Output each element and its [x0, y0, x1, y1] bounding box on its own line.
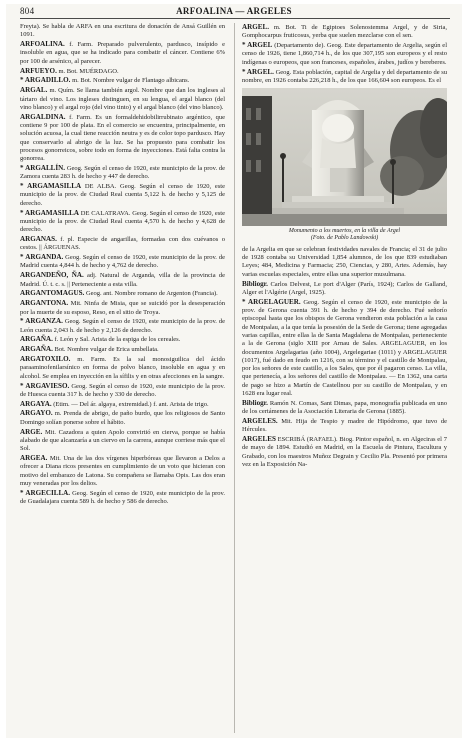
- entry-text: (Departamento de). Geog. Este departamento de Argelia, según el censo de 1926, tiene 1,860,714 h., de los que 307,195 son europeos y el resto indígenas o europeos, que son franceses, españoles, árabes, judíos y bereberes.: [242, 42, 447, 66]
- entry-text: f. pl. Especie de angarillas, formadas con dos cuévanos o cestos. || ÁRGUENAS.: [20, 236, 225, 252]
- entry-text: m. Prenda de abrigo, de paño burdo, que los religiosos de Santo Domingo solían ponerse sobre el hábito.: [20, 410, 225, 426]
- dictionary-entry: [20, 489, 225, 507]
- dictionary-entry: [20, 335, 225, 344]
- entry-text: Ramón N. Comas, Sant Dimas, papa, monografía publicada en uno de los certámenes de la Asociación Literaria de Gerona (1885).: [242, 399, 447, 416]
- entry-text: Geog. Según el censo de 1920, este municipio de la prov. de Guadalajara cuenta 589 h. de hecho y 586 de derecho.: [20, 489, 225, 506]
- right-column-bottom: [242, 246, 447, 470]
- dictionary-entry: [242, 417, 447, 435]
- dictionary-entry: [20, 317, 225, 335]
- dictionary-entry: [20, 40, 225, 66]
- dictionary-entry: [242, 23, 447, 41]
- entry-text: Geog. Según el censo de 1920, este municipio de la prov. de León cuenta 2,043 h. de hecho y 2,126 de derecho.: [20, 318, 225, 334]
- page: [6, 4, 462, 738]
- entry-headword: * ARGELAGUER.: [242, 297, 301, 306]
- entry-text: m. Farm. Es la sal monosiguilica del ácido paraaminofenilarsínico en forma de polvo blanco, insoluble en agua y en alcohol. Se emplea en inyección en la sífilis y en otras afecciones en la sangre.: [20, 356, 225, 380]
- entry-text: Geog. Según el censo de 1920, este municipio de la prov. de Madrid cuenta 4,844 h. de hecho y 4,762 de derecho.: [20, 254, 225, 270]
- entry-text: Bot. Nombre vulgar de Erica umbellata.: [52, 346, 159, 354]
- photo-caption-line-2: (Foto. de Pablo Landowski): [310, 235, 379, 242]
- dictionary-entry: [242, 41, 447, 67]
- entry-text: Freyta). Se habla de ARFA en una escritura de donación de Ansá Guillén en 1091.: [20, 23, 225, 39]
- entry-headword: ARGANTOMAGUS.: [20, 289, 85, 298]
- entry-text: f. León y Sal. Arista de la espiga de los cereales.: [52, 336, 181, 344]
- dictionary-entry: [242, 280, 447, 298]
- header-rule: [20, 18, 450, 19]
- photo-caption-line-1: Monumento a los muertos, en la villa de Argel: [288, 228, 401, 235]
- entry-text: Mit. Cazadora a quien Apolo convirtió en cierva, porque se había alabado de que alcanzaría a un ciervo en la carrera, aunque corriese más que el Sol.: [20, 428, 225, 453]
- dictionary-entry: [20, 355, 225, 381]
- entry-headword: * ARGECILLA.: [20, 488, 71, 497]
- page-header: [6, 4, 462, 24]
- dictionary-entry: [20, 86, 225, 112]
- entry-text: f. Farm. Preparado pulverulento, pardusco, insípido e insoluble en agua, que se ha indicado para combatir el cáncer. Contiene 6% por 100 de arsénico, al parecer.: [20, 41, 225, 65]
- monument-photo: [242, 88, 447, 226]
- entry-headword: Bibliogr.: [242, 398, 268, 407]
- entry-headword: ARGAÑA.: [20, 345, 53, 354]
- entry-headword: * ARGEL.: [242, 67, 274, 76]
- page-number: 804: [20, 6, 35, 16]
- dictionary-entry: [242, 298, 447, 399]
- entry-headword: * ARGANDA.: [20, 253, 64, 262]
- dictionary-entry: [20, 235, 225, 253]
- dictionary-entry: [20, 345, 225, 354]
- right-column-top: [242, 23, 447, 85]
- entry-headword: * ARGAMASILLA: [20, 182, 82, 191]
- entry-headword: * ARGEL: [242, 41, 273, 50]
- dictionary-entry: [20, 209, 225, 235]
- entry-headword: ARGALDINA.: [20, 112, 66, 121]
- entry-text: Carlos Delvest, Le port d'Alger (París, 1924); Carlos de Galland, Alger et l'Algérie (Argel, 1925).: [242, 280, 447, 296]
- dictionary-entry: [20, 253, 225, 271]
- entry-text: ESCRIBÁ (RAFAEL). Biog. Pintor español, n. en Algeciras el 7 de mayo de 1894. Estudió en Madrid, en la Escuela de Pintura, Escultura y Grabado, con los maestros Muñoz Degrain y Cecilio Pla. Presentó por primera vez en la Exposición Na-: [242, 436, 447, 469]
- entry-text: m. Quím. Se llama también argol. Nombre que dan los ingleses al tártaro del vino. Los ingleses distinguen, en su lengua, el argal blanco (del vino blanco) y el argal rojo (del vino tinto) y el argal blanco (del vino blanco).: [20, 87, 225, 111]
- entry-text: Geog. Esta población, capital de Argelia y del departamento de su nombre, en 1926 contaba 226,218 h., de los que 166,604 son europeos. Es el: [242, 68, 447, 84]
- entry-text: m. Bot. Nombre vulgar de Flantago albicans.: [70, 77, 190, 85]
- dictionary-entry: [20, 428, 225, 454]
- left-column: [20, 23, 225, 735]
- entry-headword: Bibliogr.: [242, 279, 268, 288]
- entry-text: Geog. Según el censo de 1920, este municipio de la prov. de Gerona cuenta 391 h. de hecho y 394 de derecho. Fué señorío episcopal hasta que los obispos de Gerona vendieron esta población a la casa de Montpalau, a la que tenía la posesión de la Sede de Gerona; tiene agregadas varias capillas, entre ellas la de Santa Magdalena de Montpalau, perteneciente a la de Gerona (siglo XIII por Arnau de Sales. ARGELAGUER, en los documentos Argelagarias (año 1004), Argelegariae (1011) y ARGELAGUER (1017), fué dado en feudo en 1216, con su término y el castillo de Montpalau, por los señores de este castillo, a los Sales, que por él pagaron censo. La villa, que pertenecía, a los señores del castillo de Montpalau. — En 1362, una carta de pago se hizo a Martín de Castellnou por su castillo de Montpalau, y en 1628 era lugar real.: [242, 298, 447, 398]
- dictionary-entry: [242, 435, 447, 469]
- dictionary-entry: [242, 68, 447, 86]
- entry-headword: ARFOALINA.: [20, 40, 65, 49]
- entry-text: DE ALBA. Geog. Según el censo de 1920, este municipio de la prov. de Ciudad Real cuenta 5,122 h. de hecho y 5,125 de derecho.: [20, 183, 225, 207]
- entry-headword: * ARGANZA.: [20, 317, 63, 326]
- column-divider: [234, 23, 235, 733]
- entry-text: (Etim. — Del ár. algaya, extremidad.) f. ant. Arista de trigo.: [51, 400, 209, 408]
- entry-headword: ARFUEYO.: [20, 66, 57, 75]
- dictionary-entry: [20, 182, 225, 208]
- entry-text: Geog. Según el censo de 1920, este municipio de la prov. de Zamora cuenta 283 h. de hecho y 447 de derecho.: [20, 165, 225, 181]
- entry-text: Mit. Una de las dos vírgenes hiperbóreas que llevaron a Delos a ofrecer a Diana ricos presentes en cumplimiento de un voto que hicieran con motivo del embarazo de Latona. Su compañera se llamaba Opis. Las dos eran muy veneradas por los delios.: [20, 455, 225, 487]
- dictionary-entry: [242, 246, 447, 279]
- dictionary-entry: [20, 271, 225, 289]
- dictionary-entry: [20, 299, 225, 317]
- entry-headword: ARGAL.: [20, 86, 48, 95]
- entry-text: Mit. Hija de Tespio y madre de Hipódromo, que tuvo de Hércules.: [242, 418, 447, 434]
- entry-headword: ARGEL.: [242, 23, 269, 31]
- dictionary-entry: [20, 400, 225, 409]
- entry-headword: * ARGAMASILLA: [20, 208, 80, 217]
- entry-headword: ARGAYO.: [20, 409, 53, 418]
- dictionary-entry: [20, 409, 225, 427]
- entry-headword: ARGE.: [20, 427, 43, 436]
- running-head: ARFOALINA — ARGELES: [176, 6, 292, 16]
- monument-illustration: [242, 88, 447, 226]
- entry-headword: * ARGAVIESO.: [20, 381, 70, 390]
- right-column: [242, 23, 447, 735]
- entry-headword: ARGEA.: [20, 454, 48, 462]
- entry-headword: * ARGADILLO.: [20, 76, 71, 85]
- entry-text: m. Bot. Ti de Egiptoes Solenostemma Argel, y de Siria, Gomphocarpus fruticosus, yerba que suelen mezclarse con el sen.: [242, 24, 447, 40]
- dictionary-entry: [20, 382, 225, 400]
- entry-text: m. Bot. MUÉRDAGO.: [56, 67, 119, 75]
- entry-headword: ARGELES: [242, 435, 276, 444]
- entry-text: adj. Natural de Arganda, villa de la provincia de Madrid. Ú. t. c. s. || Perteneciente a esta villa.: [20, 272, 225, 288]
- entry-headword: ARGANDEÑO, ÑA.: [20, 271, 84, 280]
- photo-figure: [242, 88, 447, 243]
- entry-headword: ARGANAS.: [20, 235, 57, 243]
- entry-text: Geog. ant. Nombre romano de Argenton (Francia).: [84, 290, 218, 298]
- entry-headword: ARGAYA.: [20, 399, 52, 408]
- dictionary-entry: [20, 113, 225, 164]
- dictionary-entry: [20, 454, 225, 488]
- dictionary-entry: [20, 164, 225, 182]
- entry-headword: ARGAÑA.: [20, 335, 53, 344]
- entry-text: DE CALATRAVA. Geog. Según el censo de 1920, este municipio de la prov. de Ciudad Real cuenta 4,570 h. de hecho y 4,628 de derecho.: [20, 209, 225, 234]
- entry-text: f. Farm. Es un formaldehidobilirrubinato argéntico, que contiene 9 por 100 de plata. En el comercio se encuentra, principalmente, en solución acuosa, la cual tiene reacción neutra y es de color topo pardusco. Hay que conservarlo al abrigo de la luz. Se ha propuesto para combatir los procesos gonorreicos, sobre todo en forma de inyecciones. Está falta contra la gonorrea.: [20, 113, 225, 163]
- entry-headword: ARGELES.: [242, 417, 278, 426]
- entry-headword: ARGATOXILO.: [20, 355, 71, 364]
- entry-text: Geog. Según el censo de 1920, este municipio de la prov. de Huesca cuenta 317 h. de hecho y 330 de derecho.: [20, 382, 225, 398]
- photo-caption: [242, 228, 447, 243]
- entry-headword: ARGANTONA.: [20, 299, 69, 308]
- dictionary-entry: [20, 67, 225, 76]
- dictionary-entry: [242, 399, 447, 417]
- entry-text: Mit. Ninfa de Misia, que se suicidó por la desesperación por la muerte de su esposo, Reso, en el sitio de Troya.: [20, 300, 225, 316]
- entry-headword: * ARGALLÍN.: [20, 164, 66, 172]
- dictionary-entry: [20, 289, 225, 298]
- dictionary-entry: [20, 23, 225, 40]
- entry-text: de la Argelia en que se celebran festividades navales de Francia; el 31 de julio de 1928 contaba su Universidad 1,854 alumnos, de los que 839 estudiaban Leyes; 484, Medicina y Farmacia; 250, Ciencias, y 280, Artes. Además, hay varias escuelas especiales, entre ellas una superior musulmana.: [242, 245, 447, 278]
- dictionary-entry: [20, 76, 225, 85]
